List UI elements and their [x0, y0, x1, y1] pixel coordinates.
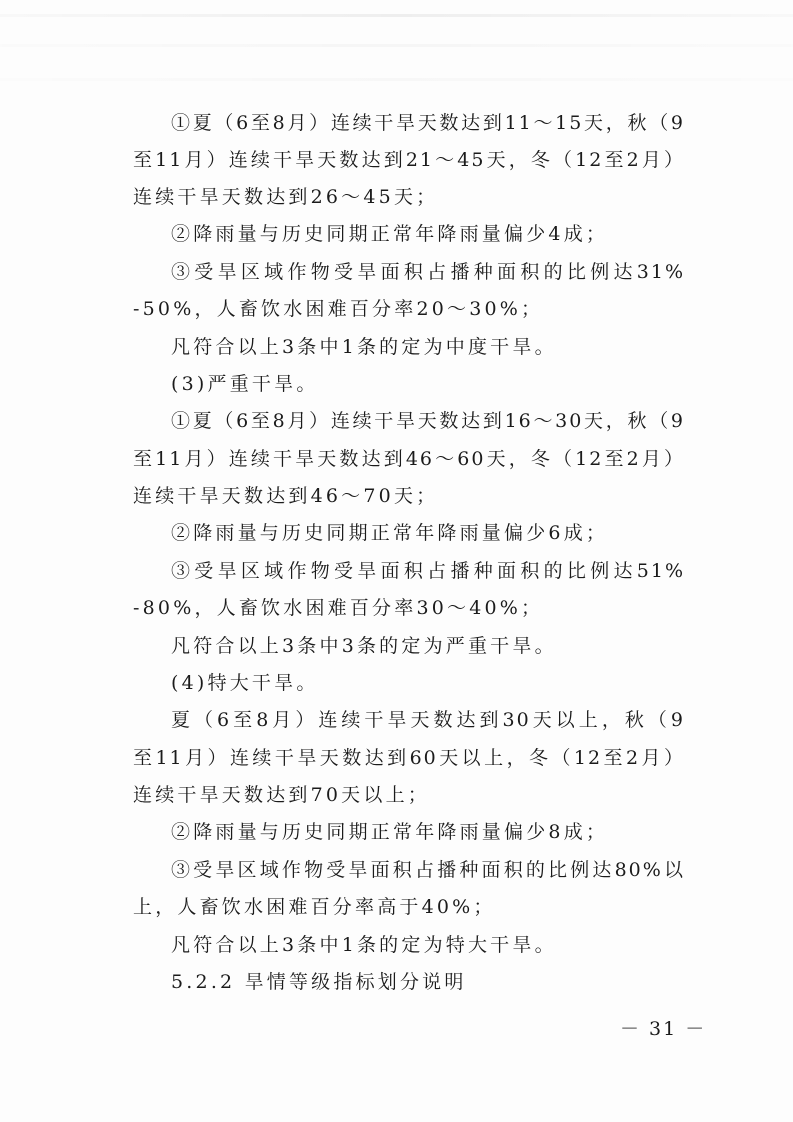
- text-line: 凡符合以上3条中1条的定为特大干旱。: [171, 934, 557, 956]
- text-line: 凡符合以上3条中3条的定为严重干旱。: [171, 635, 557, 657]
- scan-artifact: [0, 44, 793, 47]
- section-heading: (4)特大干旱。: [171, 672, 319, 694]
- scan-artifact: [0, 78, 793, 81]
- section-heading: 5.2.2 旱情等级指标划分说明: [171, 971, 467, 993]
- text-line: 凡符合以上3条中1条的定为中度干旱。: [171, 336, 557, 358]
- text-line: 夏（6至8月）连续干旱天数达到30天以上，秋（9: [171, 709, 685, 731]
- page-number: － 31 －: [620, 1018, 707, 1040]
- text-line: -50%，人畜饮水困难百分率20～30%；: [133, 298, 544, 320]
- text-line: ②降雨量与历史同期正常年降雨量偏少4成；: [171, 223, 609, 245]
- text-line: -80%，人畜饮水困难百分率30～40%；: [133, 597, 544, 619]
- text-line: 上，人畜饮水困难百分率高于40%；: [133, 896, 496, 918]
- text-line: 连续干旱天数达到70天以上；: [133, 784, 430, 806]
- text-line: ①夏（6至8月）连续干旱天数达到11～15天，秋（9: [171, 112, 685, 134]
- text-line: ①夏（6至8月）连续干旱天数达到16～30天，秋（9: [171, 410, 685, 432]
- text-line: ③受旱区域作物受旱面积占播种面积的比例达31%: [171, 261, 685, 283]
- text-line: ②降雨量与历史同期正常年降雨量偏少6成；: [171, 522, 609, 544]
- text-line: 至11月）连续干旱天数达到46～60天，冬（12至2月）: [133, 448, 685, 470]
- text-line: ③受旱区域作物受旱面积占播种面积的比例达51%: [171, 560, 685, 582]
- text-line: 至11月）连续干旱天数达到60天以上，冬（12至2月）: [133, 747, 685, 769]
- text-line: ②降雨量与历史同期正常年降雨量偏少8成；: [171, 821, 609, 843]
- text-line: 连续干旱天数达到26～45天；: [133, 186, 439, 208]
- text-line: 至11月）连续干旱天数达到21～45天，冬（12至2月）: [133, 149, 685, 171]
- text-line: ③受旱区域作物受旱面积占播种面积的比例达80%以: [171, 859, 685, 881]
- scan-artifact: [0, 14, 793, 17]
- section-heading: (3)严重干旱。: [171, 373, 319, 395]
- text-line: 连续干旱天数达到46～70天；: [133, 485, 439, 507]
